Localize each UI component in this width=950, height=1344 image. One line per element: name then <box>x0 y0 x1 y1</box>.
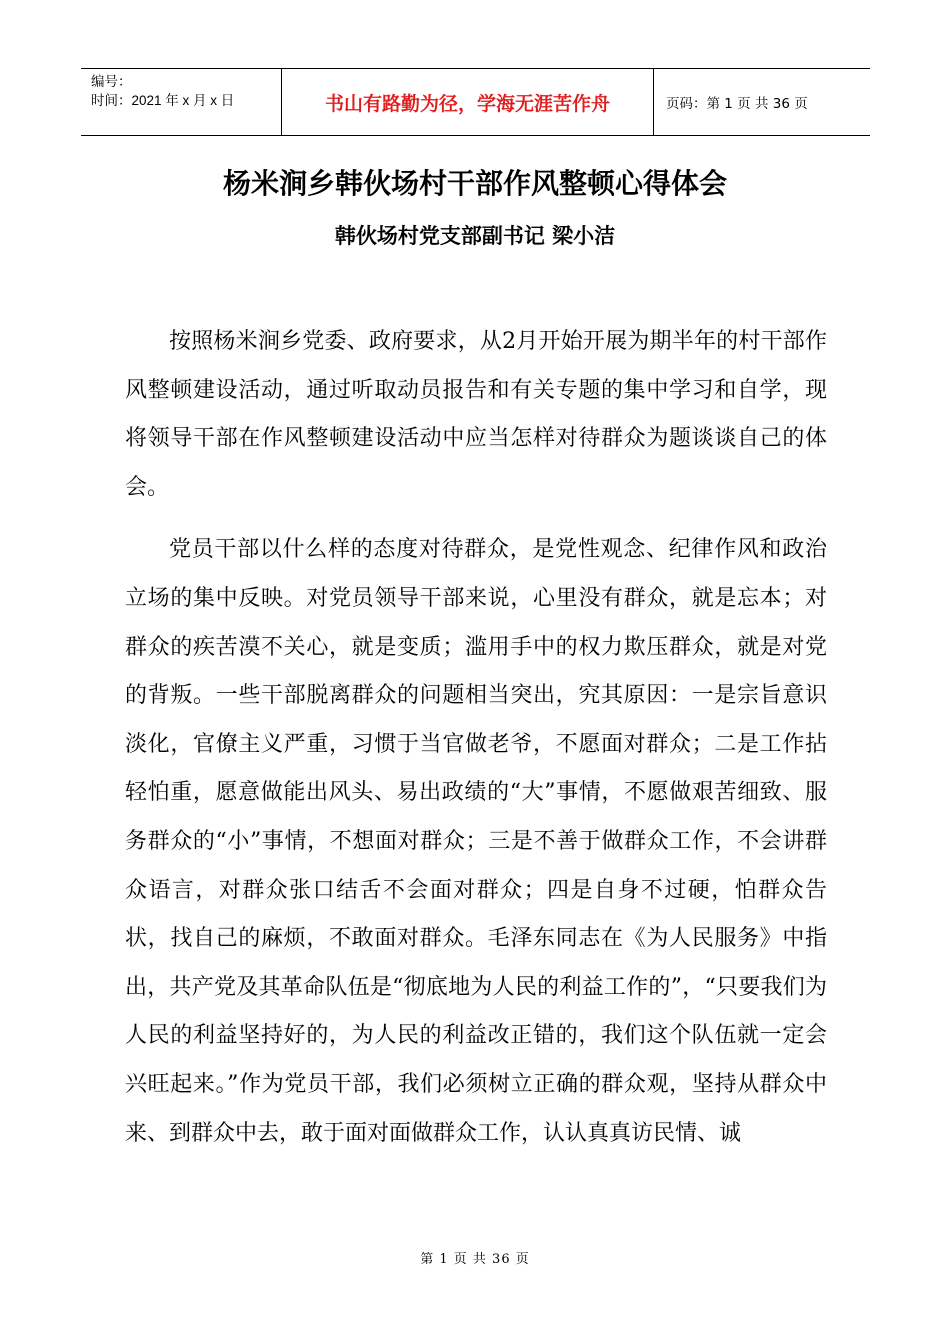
document-title: 杨米涧乡韩伙场村干部作风整顿心得体会 <box>222 167 727 200</box>
document-author: 韩伙场村党支部副书记 梁小洁 <box>334 223 616 248</box>
paragraph: 党员干部以什么样的态度对待群众，是党性观念、纪律作风和政治立场的集中反映。对党员领导干部来说，心里没有群众，就是忘本；对群众的疾苦漠不关心，就是变质；滥用手中的权力欺压群众，就是对党的背叛。一些干部脱离群众的问题相当突出，究其原因：一是宗旨意识淡化，官僚主义严重，习惯于当官做老爷，不愿面对群众；二是工作拈轻怕重，愿意做能出风头、易出政绩的“大”事情，不愿做艰苦细致、服务群众的“小”事情，不想面对群众；三是不善于做群众工作，不会讲群众语言，对群众张口结舌不会面对群众；四是自身不过硬，怕群众告状，找自己的麻烦，不敢面对群众。毛泽东同志在《为人民服务》中指出，共产党及其革命队伍是“彻底地为人民的利益工作的”，“只要我们为人民的利益坚持好的，为人民的利益改正错的，我们这个队伍就一定会兴旺起来。”作为党员干部，我们必须树立正确的群众观，坚持从群众中来、到群众中去，敢于面对面做群众工作，认认真真访民情、诚 <box>125 537 827 1146</box>
paragraph: 按照杨米涧乡党委、政府要求，从2月开始开展为期半年的村干部作风整顿建设活动，通过听取动员报告和有关专题的集中学习和自学，现将领导干部在作风整顿建设活动中应当怎样对待群众为题谈谈自己的体会。 <box>125 329 827 500</box>
time-label: 时间：2021 年 x 月 x 日 <box>91 93 235 108</box>
document-body <box>125 318 827 1158</box>
header-motto: 书山有路勤为径，学海无涯苦作舟 <box>281 69 654 135</box>
header-meta <box>81 69 281 135</box>
document-header <box>81 68 870 136</box>
page-footer: 第 1 页 共 36 页 <box>420 1252 530 1267</box>
number-label: 编号： <box>91 74 132 89</box>
header-page-info: 页码：第 1 页 共 36 页 <box>666 96 808 112</box>
